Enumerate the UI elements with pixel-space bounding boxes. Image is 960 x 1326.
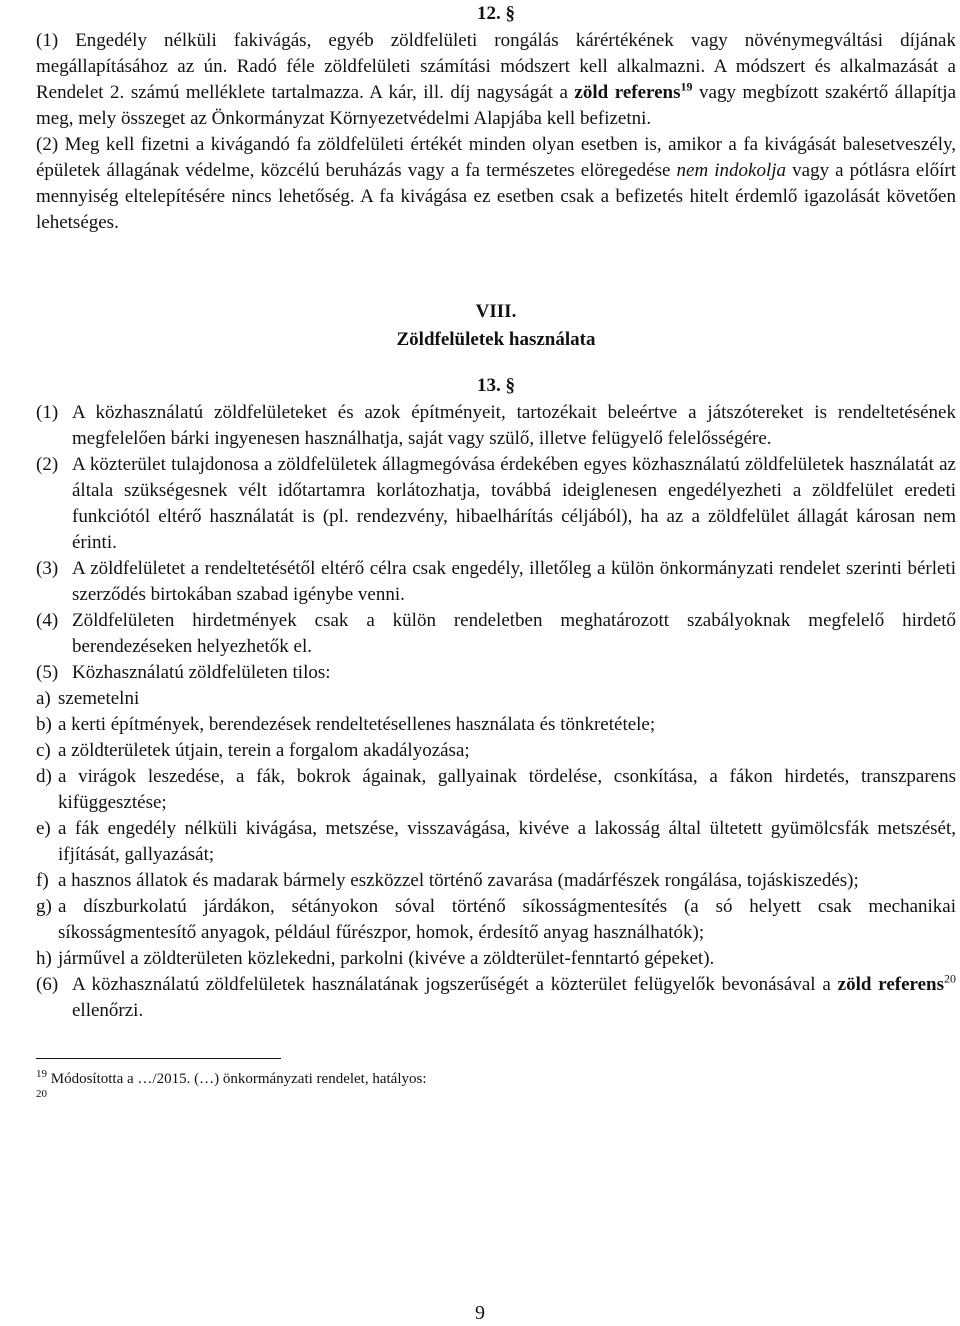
list-item-text: járművel a zöldterületen közlekedni, parkolni (kivéve a zöldterület-fenntartó gépeket). [58, 948, 715, 969]
list-item-label: f) [36, 870, 49, 891]
list-item-text: a zöldterületek útjain, terein a forgalom akadályozása; [58, 740, 470, 761]
section-12-paragraph-2 [36, 132, 956, 236]
paragraph-text-part: ellenőrzi. [72, 1000, 144, 1021]
list-item-label: e) [36, 818, 51, 839]
paragraph-text: (2) Meg kell fizetni a kivágandó fa zöldfelületi értékét minden olyan esetben is, amikor a fa kivágását balesetveszély, épületek állagának védelme, közcélú beruházás vagy a fa természetes elöregedése [36, 134, 956, 181]
section-13-paragraph-3 [36, 556, 956, 608]
list-item-text: a virágok leszedése, a fák, bokrok ágainak, gallyainak tördelése, csonkítása, a fákon hirdetés, transzparens kifüggesztése; [58, 766, 956, 813]
footnote-number: 20 [36, 1088, 47, 1100]
footnote-19 [36, 1069, 956, 1089]
paragraph-text: Engedély nélküli fakivágás, egyéb zöldfelületi rongálás kárértékének vagy növénymegváltási díjának megállapításához az ún. Radó féle zöldfelületi számítási módszert kell alkalmazni. A módszert és alkalmazását a Rendelet 2. számú melléklete tartalmazza. A kár, ill. díj nagyságát a [36, 30, 956, 103]
paragraph-label: (4) [36, 610, 59, 631]
page-number: 9 [475, 1302, 485, 1324]
section-12-heading: 12. § [477, 3, 515, 24]
list-item [36, 868, 956, 894]
list-item [36, 894, 956, 946]
paragraph-text: A közterület tulajdonosa a zöldfelületek állagmegóvása érdekében egyes közhasználatú zöldfelületek használatát az általa szükségesnek vélt időtartamra korlátozhatja, továbbá ideiglenesen engedélyezheti a zöldfelület eredeti funkciótól eltérő használatát is (pl. rendezvény, hibaelhárítás céljából), ha az a zöldfelület állagát károsan nem érinti. [72, 454, 956, 553]
footnote-ref-19: 19 [680, 79, 693, 94]
paragraph-text [72, 972, 956, 1024]
list-item [36, 816, 956, 868]
paragraph-text: vagy a pótlásra előírt mennyiség eltelepítésére nincs lehetőség. A fa kivágása ez esetben csak a befizetés hitelt érdemlő igazolását követően lehetséges. [36, 160, 956, 233]
list-item-text: a fák engedély nélküli kivágása, metszése, visszavágása, kivéve a lakosság által ültetett gyümölcsfák metszését, ifjítását, gallyazását; [58, 818, 956, 865]
list-item-label: c) [36, 740, 51, 761]
list-item [36, 764, 956, 816]
green-referent-term: zöld referens [574, 82, 681, 103]
footnote-text: Módosította a …/2015. (…) önkormányzati rendelet, hatályos: [50, 1071, 427, 1087]
section-13-paragraph-6 [36, 972, 956, 1024]
paragraph-label: (1) [36, 402, 59, 423]
list-item [36, 686, 956, 712]
list-item-label: d) [36, 766, 52, 787]
footnote-20 [36, 1089, 956, 1109]
paragraph-text: A zöldfelületet a rendeltetésétől eltérő célra csak engedély, illetőleg a külön önkormányzati rendelet szerinti bérleti szerződés birtokában szabad igénybe venni. [72, 558, 956, 605]
chapter-title: Zöldfelületek használata [396, 329, 596, 350]
footnote-ref-20: 20 [944, 971, 957, 986]
list-item [36, 712, 956, 738]
emphasis-text: nem indokolja [676, 160, 787, 181]
paragraph-text-part: A közhasználatú zöldfelületek használatának jogszerűségét a közterület felügyelők bevonásával a [72, 974, 838, 995]
section-13-paragraph-5 [36, 660, 956, 686]
section-13-heading: 13. § [477, 375, 515, 396]
paragraph-text: vagy megbízott szakértő állapítja meg, mely összeget az Önkormányzat Környezetvédelmi Alapjába kell befizetni. [36, 82, 956, 129]
green-referent-term: zöld referens [837, 974, 945, 995]
section-13-paragraph-4 [36, 608, 956, 660]
paragraph-label: (3) [36, 558, 59, 579]
section-13-paragraph-1 [36, 400, 956, 452]
paragraph-label: (1) [36, 30, 59, 51]
list-item-text: a hasznos állatok és madarak bármely eszközzel történő zavarása (madárfészek rongálása, tojáskiszedés); [58, 870, 859, 891]
list-item-label: a) [36, 688, 51, 709]
list-item [36, 738, 956, 764]
list-item [36, 946, 956, 972]
footnote-divider [36, 1058, 281, 1059]
prohibited-list [36, 686, 956, 972]
paragraph-text: A közhasználatú zöldfelületeket és azok építményeit, tartozékait beleértve a játszótereket is rendeltetésének megfelelően bárki ingyenesen használhatja, saját vagy szülő, illetve felügyelő felelősségére. [72, 402, 956, 449]
paragraph-text: Közhasználatú zöldfelületen tilos: [72, 662, 331, 683]
list-item-text: szemetelni [58, 688, 140, 709]
list-item-label: g) [36, 896, 52, 917]
list-item-label: b) [36, 714, 52, 735]
section-13-paragraph-2 [36, 452, 956, 556]
paragraph-label: (6) [36, 974, 59, 995]
paragraph-label: (2) [36, 454, 59, 475]
paragraph-label: (5) [36, 662, 59, 683]
list-item-text: a díszburkolatú járdákon, sétányokon sóval történő síkosságmentesítés (a só helyett csak mechanikai síkosságmentesítő anyagok, például fűrészpor, homok, érdesítő anyag használhatók); [58, 896, 956, 943]
section-13-paragraphs [36, 400, 956, 1024]
document-page [36, 0, 956, 1109]
list-item-label: h) [36, 948, 52, 969]
section-12-paragraph-1 [36, 28, 956, 132]
list-item-text: a kerti építmények, berendezések rendeltetésellenes használata és tönkretétele; [58, 714, 656, 735]
paragraph-text: Zöldfelületen hirdetmények csak a külön rendeletben meghatározott szabályoknak megfelelő hirdető berendezéseken helyezhetők el. [72, 610, 956, 657]
chapter-number: VIII. [475, 301, 517, 322]
footnote-number: 19 [36, 1068, 47, 1080]
